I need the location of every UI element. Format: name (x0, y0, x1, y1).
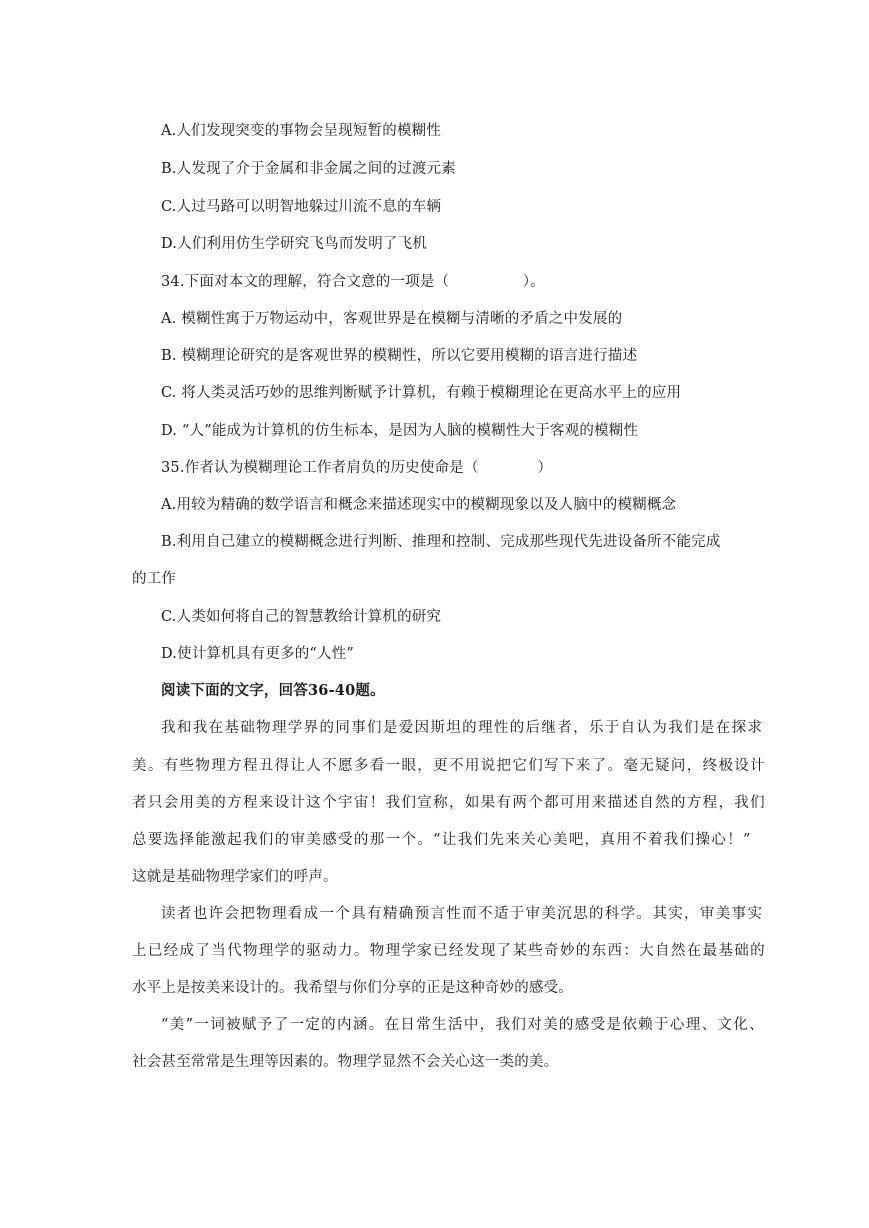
paragraph-1-line-2: 美。有些物理方程丑得让人不愿多看一眼，更不用说把它们写下来了。毫无疑问，终极设计 (132, 758, 766, 774)
paragraph-1-line-4: 总要选择能激起我们的审美感受的那一个。“让我们先来关心美吧，真用不着我们操心！” (132, 832, 752, 848)
question-35: 35.作者认为模糊理论工作者肩负的历史使命是（ ） (161, 460, 553, 476)
paragraph-3-line-2: 社会甚至常常是生理等因素的。物理学显然不会关心这一类的美。 (132, 1054, 559, 1070)
paragraph-1-line-5: 这就是基础物理学家们的呼声。 (132, 869, 338, 885)
paragraph-2-line-1: 读者也许会把物理看成一个具有精确预言性而不适于审美沉思的科学。其实，审美事实 (161, 906, 764, 922)
option-b-33: B.人发现了介于金属和非金属之间的过渡元素 (161, 161, 456, 177)
option-c-35: C.人类如何将自己的智慧教给计算机的研究 (161, 609, 442, 625)
option-d-33: D.人们利用仿生学研究飞鸟而发明了飞机 (161, 236, 428, 252)
paragraph-1-line-3: 者只会用美的方程来设计这个宇宙！我们宣称，如果有两个都可用来描述自然的方程，我们 (132, 795, 766, 811)
question-34: 34.下面对本文的理解，符合文意的一项是（ ）。 (161, 274, 545, 290)
option-b-35: B.利用自己建立的模糊概念进行判断、推理和控制、完成那些现代先进设备所不能完成 (161, 534, 721, 550)
paragraph-2-line-2: 上已经成了当代物理学的驱动力。物理学家已经发现了某些奇妙的东西：大自然在最基础的 (132, 943, 766, 959)
reading-instruction: 阅读下面的文字，回答36-40题。 (161, 682, 385, 699)
option-b-35-continued: 的工作 (132, 571, 177, 587)
paragraph-1-line-1: 我和我在基础物理学界的同事们是爱因斯坦的理性的后继者，乐于自认为我们是在探求 (161, 720, 764, 736)
option-a-35: A.用较为精确的数学语言和概念来描述现实中的模糊现象以及人脑中的模糊概念 (161, 497, 677, 513)
paragraph-2-line-3: 水平上是按美来设计的。我希望与你们分享的正是这种奇妙的感受。 (132, 980, 573, 996)
option-d-35: D.使计算机具有更多的“人性” (161, 646, 355, 662)
option-a-34: A. 模糊性寓于万物运动中，客观世界是在模糊与清晰的矛盾之中发展的 (161, 311, 623, 327)
option-c-34: C. 将人类灵活巧妙的思维判断赋予计算机，有赖于模糊理论在更高水平上的应用 (161, 385, 682, 401)
option-a-33: A.人们发现突变的事物会呈现短暂的模糊性 (161, 123, 442, 139)
option-b-34: B. 模糊理论研究的是客观世界的模糊性，所以它要用模糊的语言进行描述 (161, 348, 638, 364)
option-d-34: D. “人”能成为计算机的仿生标本，是因为人脑的模糊性大于客观的模糊性 (161, 423, 639, 439)
option-c-33: C.人过马路可以明智地躲过川流不息的车辆 (161, 199, 442, 215)
paragraph-3-line-1: “美”一词被赋予了一定的内涵。在日常生活中，我们对美的感受是依赖于心理、文化、 (161, 1017, 765, 1033)
